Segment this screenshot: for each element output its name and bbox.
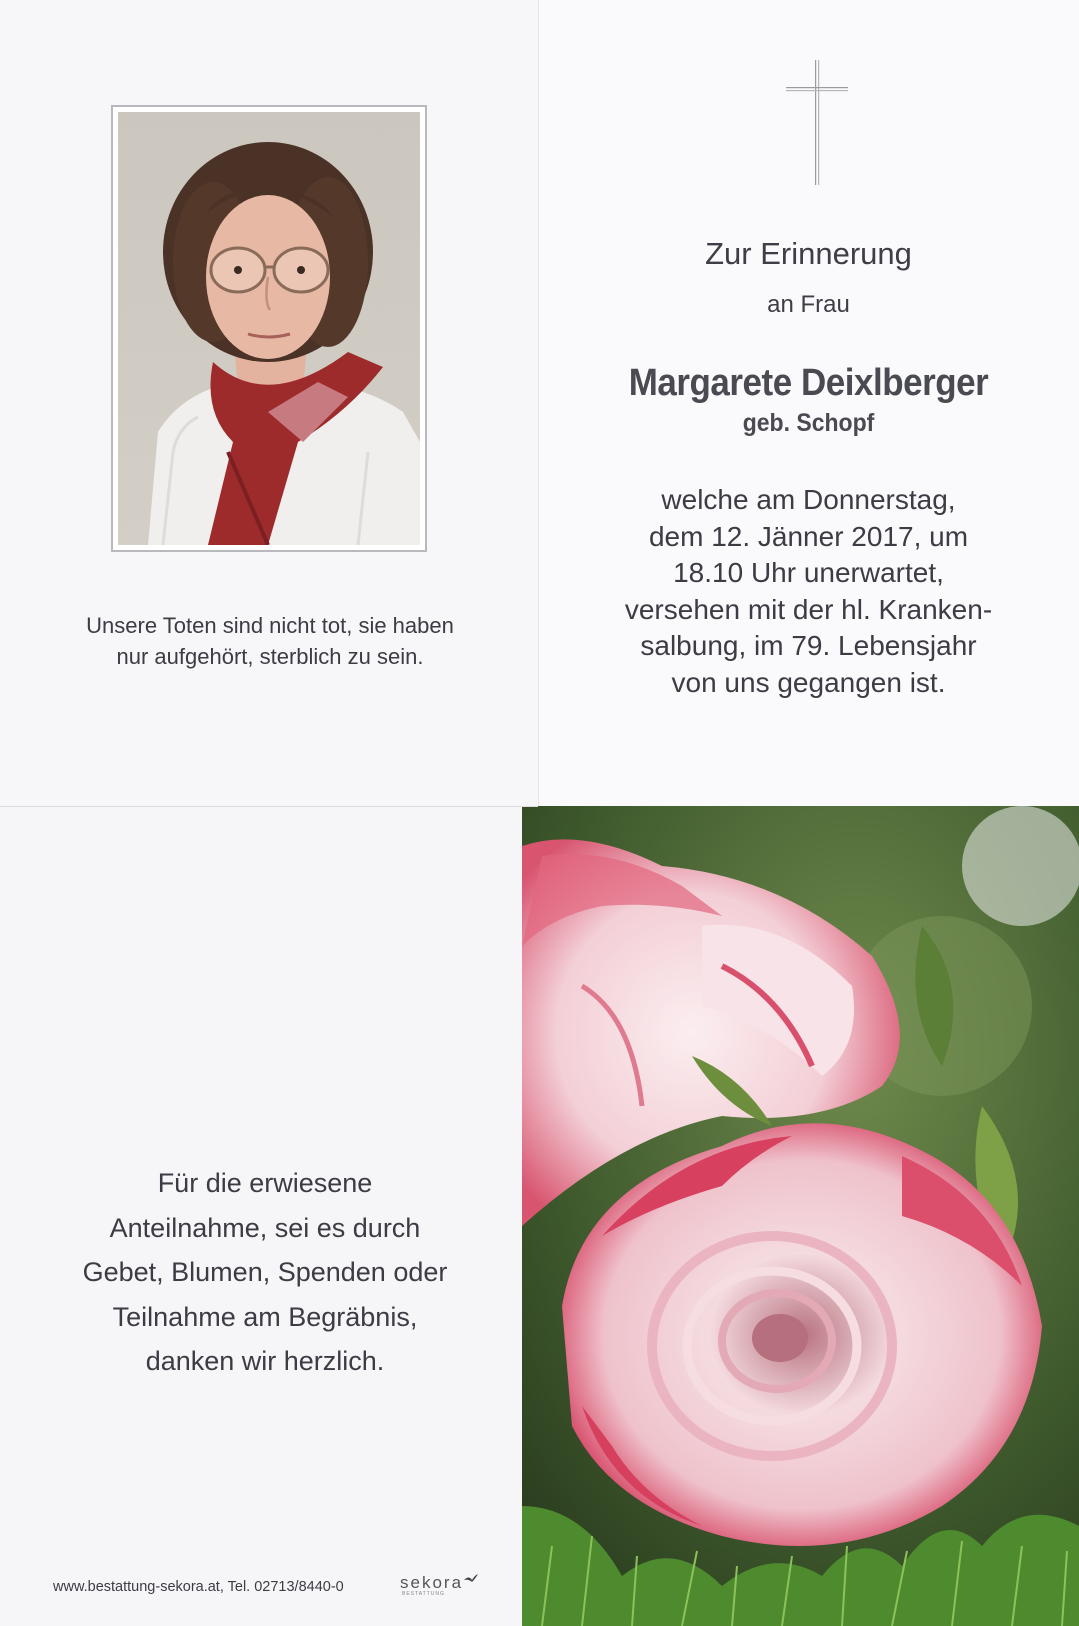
thanks-line: Anteilnahme, sei es durch: [109, 1212, 421, 1243]
death-notice-text: [538, 482, 1079, 701]
portrait-frame: [111, 105, 427, 552]
cross-icon: [786, 60, 848, 185]
quote-line: Unsere Toten sind nicht tot, sie haben: [86, 613, 454, 638]
notice-line: 18.10 Uhr unerwartet,: [673, 557, 944, 588]
fold-line-horizontal: [0, 806, 538, 807]
funeral-home-logo: [400, 1573, 479, 1597]
notice-line: welche am Donnerstag,: [661, 484, 956, 515]
portrait-photo: [118, 112, 420, 545]
quote-line: nur aufgehört, sterblich zu sein.: [116, 644, 424, 669]
thanks-line: Teilnahme am Begräbnis,: [112, 1301, 418, 1332]
thanks-line: Für die erwiesene: [157, 1168, 373, 1198]
notice-line: dem 12. Jänner 2017, um: [648, 520, 969, 552]
notice-line: versehen mit der hl. Kranken-: [624, 593, 993, 625]
thanks-text: [20, 1161, 510, 1384]
rose-photo: [522, 806, 1079, 1626]
memorial-quote: [30, 610, 510, 672]
deceased-name: Margarete Deixlberger: [628, 362, 989, 404]
portrait-illustration: [118, 112, 420, 545]
salutation: an Frau: [767, 291, 850, 318]
notice-line: von uns gegangen ist.: [671, 666, 946, 698]
thanks-line: danken wir herzlich.: [145, 1346, 385, 1376]
thanks-line: Gebet, Blumen, Spenden oder: [82, 1257, 448, 1287]
rose-illustration: [522, 806, 1079, 1626]
funeral-home-contact: www.bestattung-sekora.at, Tel. 02713/8440-0: [53, 1579, 344, 1595]
maiden-name: geb. Schopf: [742, 409, 875, 437]
logo-subtitle: BESTATTUNG: [402, 1591, 445, 1597]
card-panel-thanks: [0, 806, 522, 1626]
bird-icon: [463, 1573, 479, 1585]
card-panel-announcement: [538, 0, 1079, 806]
logo-text: sekora: [400, 1573, 464, 1592]
fold-line-vertical: [538, 0, 539, 806]
notice-line: salbung, im 79. Lebensjahr: [640, 630, 977, 661]
memorial-heading: Zur Erinnerung: [705, 236, 912, 271]
card-panel-photo: [0, 0, 538, 806]
